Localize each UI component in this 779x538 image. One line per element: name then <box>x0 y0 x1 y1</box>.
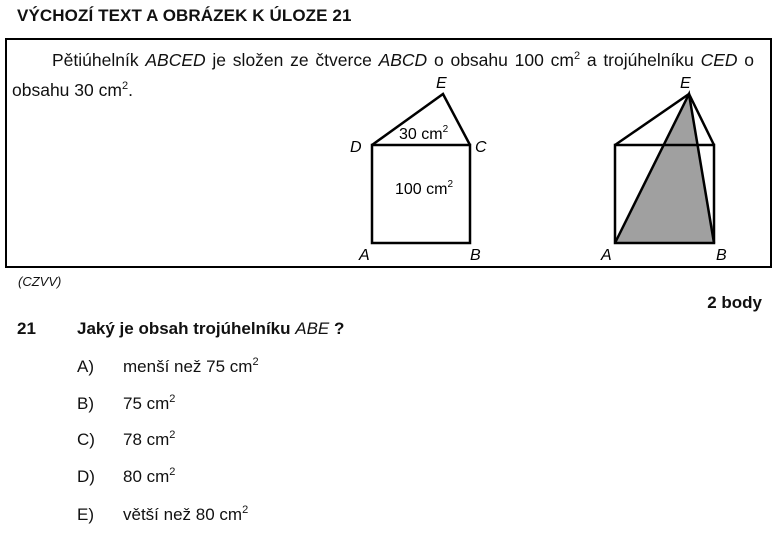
option-text: menší než 75 $cm^2$ <box>123 356 259 376</box>
intro-part: a trojúhelníku <box>580 50 701 70</box>
vertex-d-label: D <box>350 139 362 156</box>
intro-part: je složen ze čtverce <box>205 50 379 70</box>
section-heading: VÝCHOZÍ TEXT A OBRÁZEK K ÚLOZE 21 <box>17 6 352 25</box>
vertex-b-label: B <box>470 247 481 264</box>
option-letter: C) <box>77 430 95 449</box>
option-text: větší než 80 $cm^2$ <box>123 504 249 524</box>
left-figure <box>350 75 487 264</box>
points-label: 2 body <box>707 293 762 312</box>
option-letter: D) <box>77 467 95 486</box>
pentagon-name: ABCED <box>145 50 206 70</box>
triangle-name: CED <box>700 50 738 70</box>
vertex-a-label: A <box>359 247 370 264</box>
triangle-top-right <box>615 94 714 145</box>
option-text: 80 $cm^2$ <box>123 466 176 486</box>
superscript: 2 <box>573 50 581 62</box>
vertex-a-label: A <box>601 247 612 264</box>
superscript: 2 <box>121 80 129 92</box>
option-letter: E) <box>77 505 94 524</box>
triangle-name: ABE <box>295 319 330 338</box>
intro-part: Pětiúhelník <box>52 50 146 70</box>
option-letter: B) <box>77 394 94 413</box>
source-label: (CZVV) <box>18 274 62 289</box>
vertex-e-label: E <box>436 75 447 92</box>
vertex-e-label: E <box>680 75 691 92</box>
square-name: ABCD <box>378 50 428 70</box>
question-part: ? <box>329 319 345 338</box>
question-text <box>77 319 344 339</box>
intro-part: . <box>128 80 133 100</box>
vertex-c-label: C <box>475 139 487 156</box>
option-text: 75 $cm^2$ <box>123 393 176 413</box>
vertex-b-label: B <box>716 247 727 264</box>
question-number: 21 <box>17 319 36 338</box>
square-area-label: 100 $cm^2$ <box>395 179 454 198</box>
intro-part: o obsahu 30 cm <box>12 50 755 100</box>
option-letter: A) <box>77 357 94 376</box>
right-figure <box>600 75 727 264</box>
triangle-area-label: 30 $cm^2$ <box>399 124 449 143</box>
intro-part: o obsahu 100 cm <box>427 50 574 70</box>
option-text: 78 $cm^2$ <box>123 429 176 449</box>
question-part: Jaký je obsah trojúhelníku <box>77 319 296 338</box>
